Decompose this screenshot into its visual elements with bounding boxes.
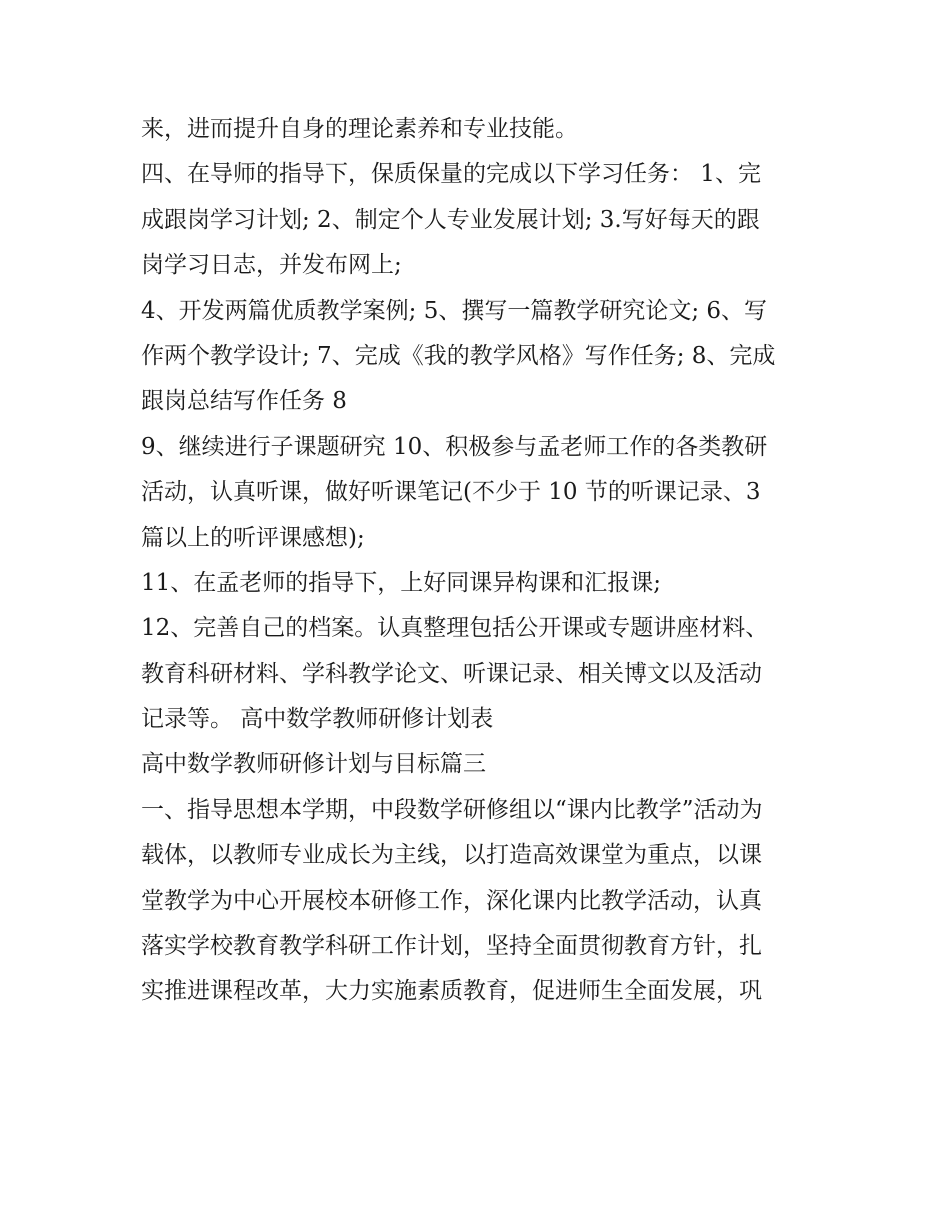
text-line: 11、在孟老师的指导下，上好同课异构课和汇报课; [141,569,662,596]
text-line: 成跟岗学习计划; 2、制定个人专业发展计划; 3.写好每天的跟 [141,206,760,233]
text-line: 教育科研材料、学科教学论文、听课记录、相关博文以及活动 [141,660,762,687]
text-line: 记录等。 高中数学教师研修计划表 [141,706,494,733]
text-line: 一、指导思想本学期，中段数学研修组以“课内比教学”活动为 [141,796,763,823]
text-line: 12、完善自己的档案。认真整理包括公开课或专题讲座材料、 [141,615,769,642]
text-line: 载体，以教师专业成长为主线，以打造高效课堂为重点，以课 [141,842,762,869]
text-line: 篇以上的听评课感想); [141,524,365,551]
text-line: 活动，认真听课，做好听课笔记(不少于 10 节的听课记录、3 [141,479,761,506]
text-line: 四、在导师的指导下，保质保量的完成以下学习任务： 1、完 [141,161,761,188]
text-line: 4、开发两篇优质教学案例; 5、撰写一篇教学研究论文; 6、写 [141,297,768,324]
text-line: 来，进而提升自身的理论素养和专业技能。 [141,116,578,142]
text-line: 堂教学为中心开展校本研修工作，深化课内比教学活动，认真 [141,887,762,914]
text-line: 落实学校教育教学科研工作计划，坚持全面贯彻教育方针，扎 [141,933,762,960]
text-line: 实推进课程改革，大力实施素质教育，促进师生全面发展，巩 [141,978,762,1005]
text-line: 作两个教学设计; 7、完成《我的教学风格》写作任务; 8、完成 [141,342,776,369]
text-line: 9、继续进行子课题研究 10、积极参与孟老师工作的各类教研 [141,433,768,460]
text-line: 岗学习日志，并发布网上; [141,252,402,279]
section-heading: 高中数学教师研修计划与目标篇三 [141,751,486,778]
text-line: 跟岗总结写作任务 8 [141,388,347,415]
document-body [141,107,821,1015]
